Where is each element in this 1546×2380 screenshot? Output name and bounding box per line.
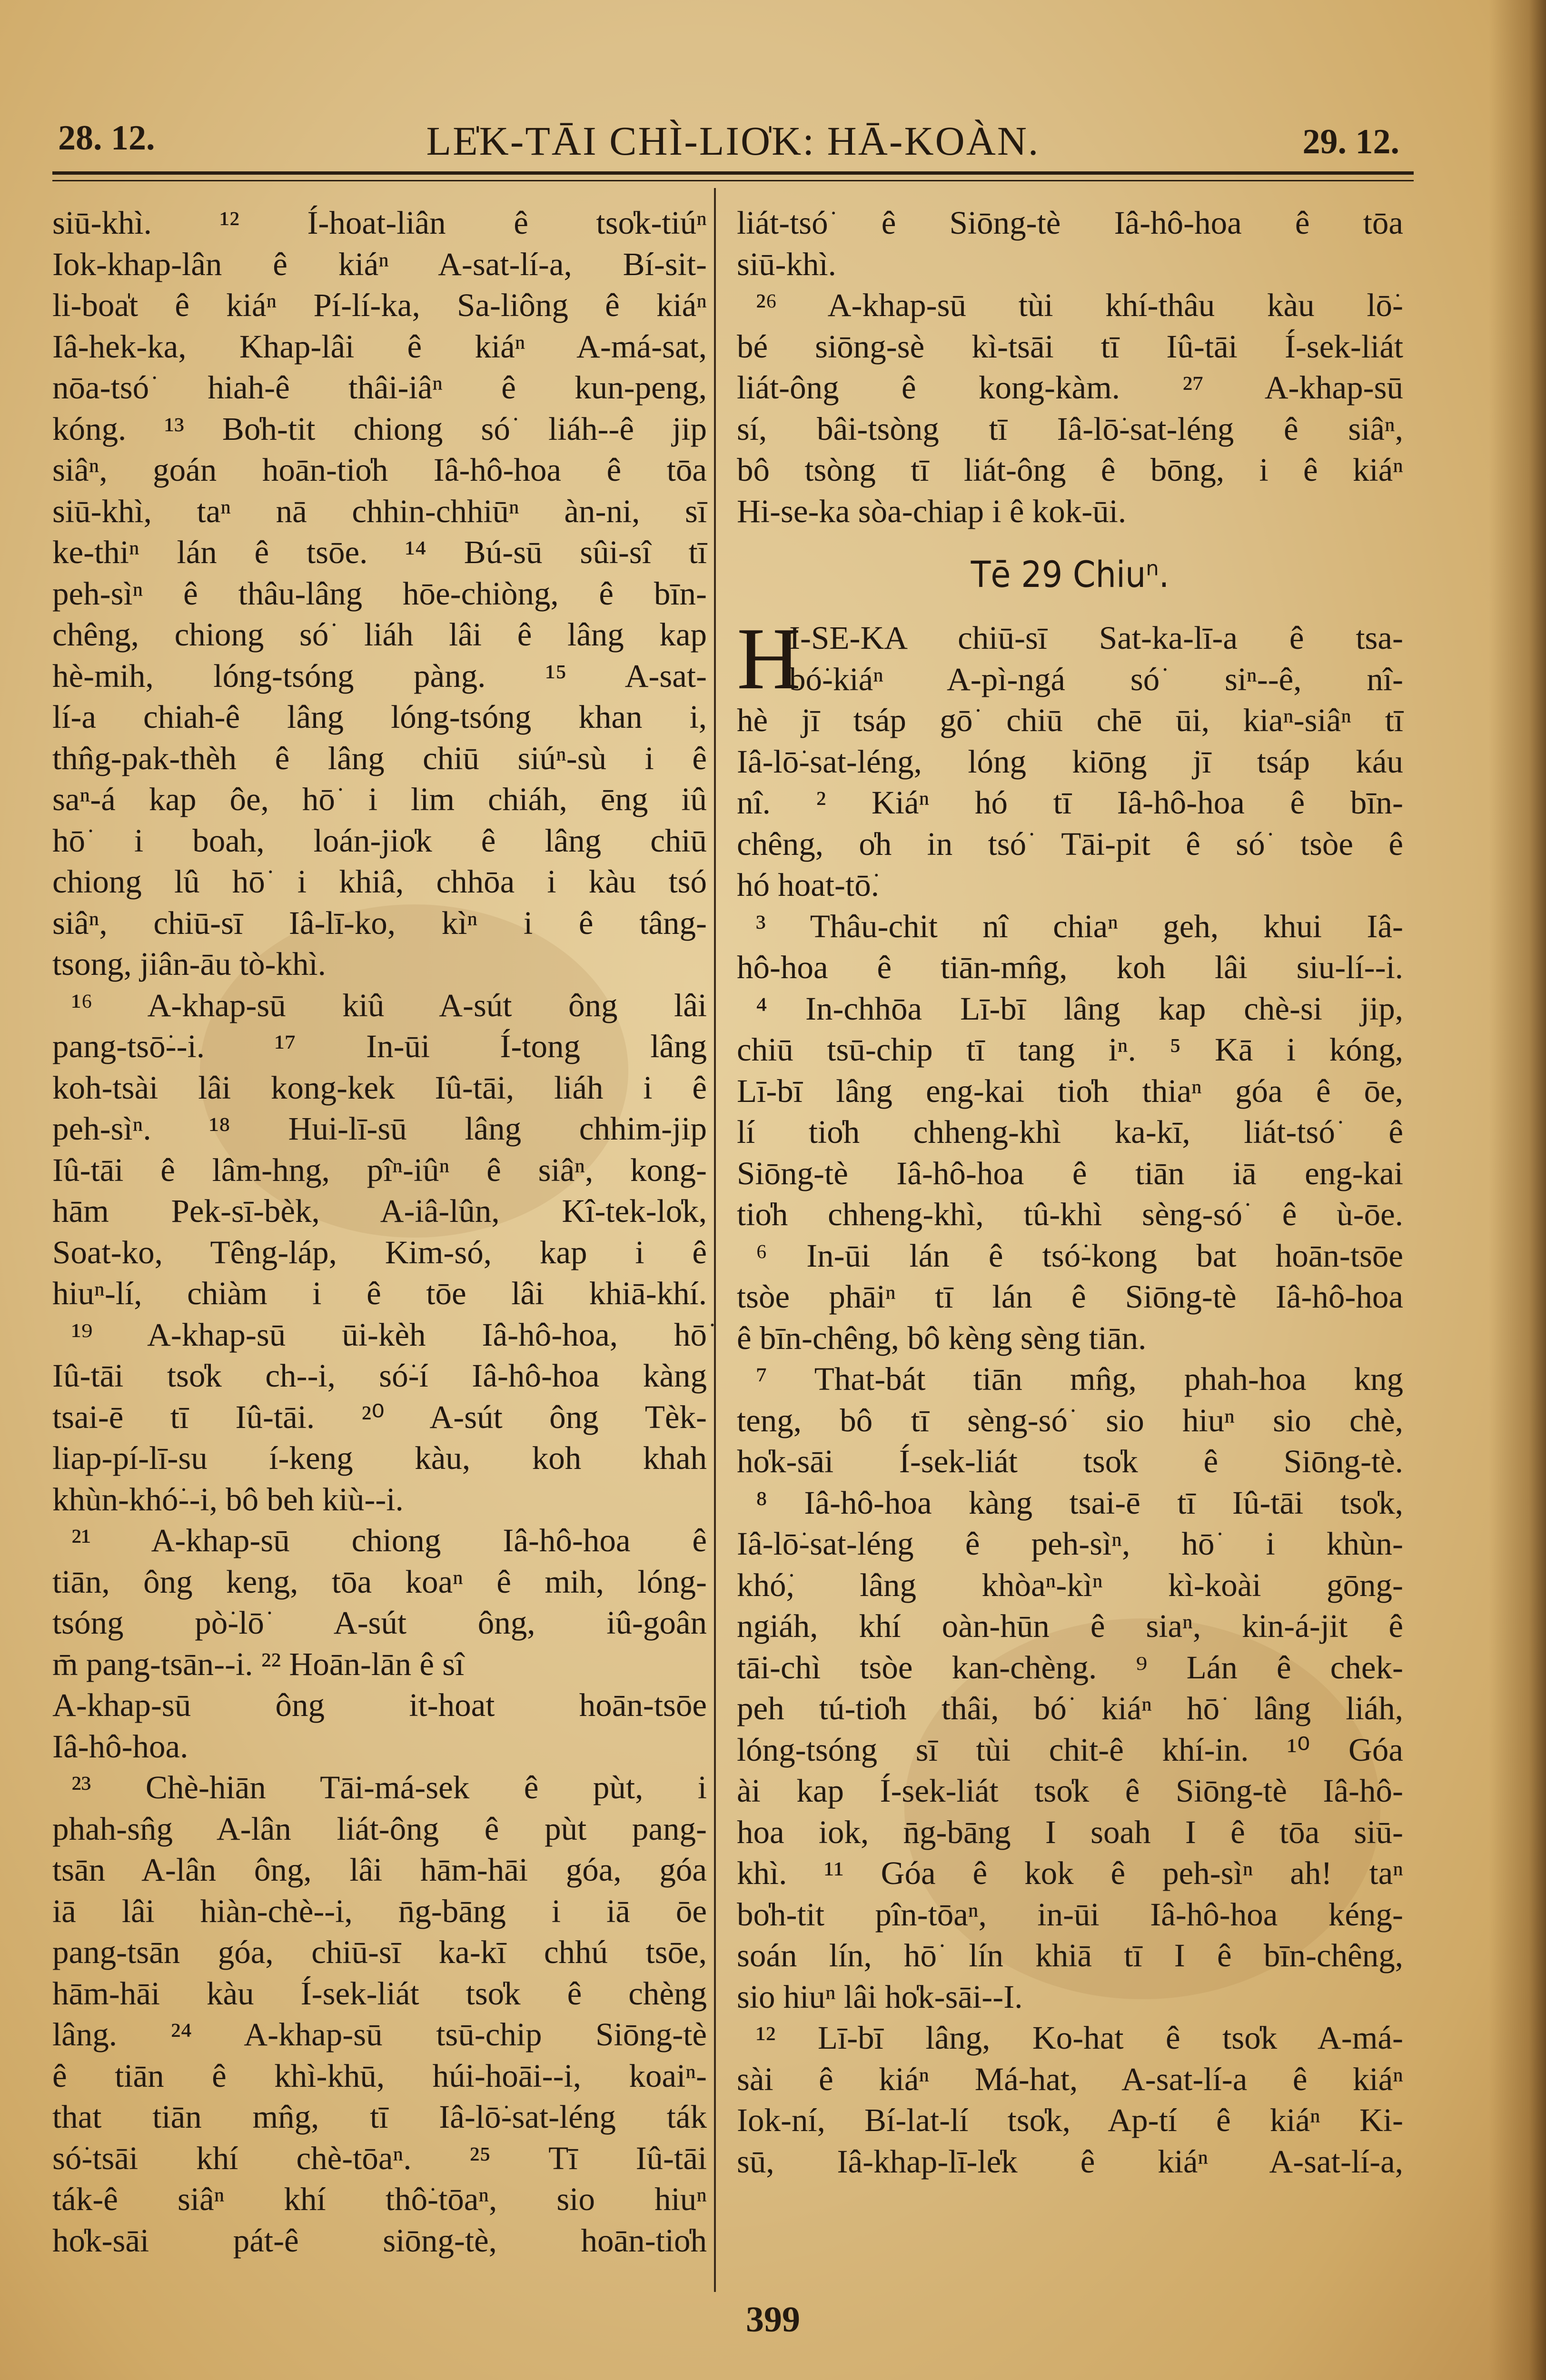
- text-line: tsai-ē tī Iû-tāi. ²⁰ A-sút ông Tèk-: [52, 1398, 707, 1435]
- text-line: nî. ² Kiáⁿ hó tī Iâ-hô-hoa ê bīn-: [737, 784, 1403, 821]
- text-line: só͘-tsāi khí chè-tōaⁿ. ²⁵ Tī Iû-tāi: [52, 2140, 707, 2176]
- text-line: sài ê kiáⁿ Má-hat, A-sat-lí-a ê kiáⁿ: [737, 2061, 1403, 2097]
- text-line: siâⁿ, chiū-sī Iâ-lī-ko, kìⁿ i ê tâng-: [52, 904, 707, 941]
- text-line: sí, bâi-tsòng tī Iâ-lō͘-sat-léng ê siâⁿ,: [737, 410, 1403, 447]
- text-line: chêng, o̍h in tsó͘ Tāi-pit ê só͘ tsòe ê: [737, 825, 1403, 862]
- text-line: hoa iok, n̄g-bāng I soah I ê tōa siū-: [737, 1814, 1403, 1850]
- text-line: liát-ông ê kong-kàm. ²⁷ A-khap-sū: [737, 369, 1403, 406]
- column-divider: [714, 188, 716, 2292]
- text-line: sū, Iâ-khap-lī-le̍k ê kiáⁿ A-sat-lí-a,: [737, 2143, 1403, 2180]
- text-line: lí-a chiah-ê lâng lóng-tsóng khan i,: [52, 699, 707, 735]
- text-line: ke-thiⁿ lán ê tsōe. ¹⁴ Bú-sū sûi-sî tī: [52, 534, 707, 570]
- header-right-reference: 29. 12.: [1302, 122, 1399, 161]
- text-line: Iâ-hek-ka, Khap-lâi ê kiáⁿ A-má-sat,: [52, 328, 707, 365]
- text-line: hó hoat-tō͘.: [737, 867, 879, 903]
- text-line: liát-tsó͘ ê Siōng-tè Iâ-hô-hoa ê tōa: [737, 205, 1403, 241]
- text-line: sio hiuⁿ lâi ho̍k-sāi--I.: [737, 1978, 1023, 2015]
- text-line: chiū tsū-chip tī tang iⁿ. ⁵ Kā i kóng,: [737, 1031, 1403, 1068]
- text-line: saⁿ-á kap ôe, hō͘ i lim chiáh, ēng iû: [52, 781, 707, 817]
- text-line: lóng-tsóng sī tùi chit-ê khí-in. ¹⁰ Góa: [737, 1731, 1403, 1768]
- text-line: ⁸ Iâ-hô-hoa kàng tsai-ē tī Iû-tāi tso̍k,: [756, 1484, 1403, 1521]
- text-line: Lī-bī lâng eng-kai tio̍h thiaⁿ góa ê ōe,: [737, 1072, 1403, 1109]
- text-line: ⁴ In-chhōa Lī-bī lâng kap chè-si jip,: [756, 990, 1403, 1027]
- text-line: ¹² Lī-bī lâng, Ko-hat ê tso̍k A-má-: [756, 2020, 1403, 2056]
- text-line: chêng, chiong só͘ liáh lâi ê lâng kap: [52, 616, 707, 653]
- text-line: iā lâi hiàn-chè--i, n̄g-bāng i iā ōe: [52, 1893, 707, 1929]
- text-line: bó͘-kiáⁿ A-pì-ngá só͘ siⁿ--ê, nî-: [789, 661, 1403, 697]
- header-left-reference: 28. 12.: [58, 119, 155, 158]
- text-line: hè jī tsáp gō͘ chiū chē ūi, kiaⁿ-siâⁿ tī: [737, 702, 1403, 738]
- text-line: Siōng-tè Iâ-hô-hoa ê tiān iā eng-kai: [737, 1155, 1403, 1191]
- text-line: lí tio̍h chheng-khì ka-kī, liát-tsó͘ ê: [737, 1114, 1403, 1150]
- text-line: hiuⁿ-lí, chiàm i ê tōe lâi khiā-khí.: [52, 1275, 707, 1311]
- text-line: ²⁶ A-khap-sū tùi khí-thâu kàu lō͘-: [756, 287, 1403, 323]
- text-line: hô-hoa ê tiān-mn̂g, koh lâi siu-lí--i.: [737, 949, 1403, 985]
- text-line: bô tsòng tī liát-ông ê bōng, i ê kiáⁿ: [737, 452, 1403, 488]
- text-line: khì. ¹¹ Góa ê kok ê peh-sìⁿ ah! taⁿ: [737, 1855, 1403, 1891]
- text-line: ³ Thâu-chit nî chiaⁿ geh, khui Iâ-: [756, 908, 1403, 944]
- text-line: thn̂g-pak-thèh ê lâng chiū siúⁿ-sù i ê: [52, 740, 707, 776]
- text-line: ták-ê siâⁿ khí thô͘-tōaⁿ, sio hiuⁿ: [52, 2181, 707, 2217]
- text-line: tiān, ông keng, tōa koaⁿ ê mih, lóng-: [52, 1563, 707, 1600]
- text-line: tāi-chì tsòe kan-chèng. ⁹ Lán ê chek-: [737, 1649, 1403, 1686]
- text-line: chiong lû hō͘ i khiâ, chhōa i kàu tsó: [52, 863, 707, 900]
- text-line: ho̍k-sāi Í-sek-liát tso̍k ê Siōng-tè.: [737, 1443, 1403, 1479]
- text-line: Iâ-lō͘-sat-léng, lóng kiōng jī tsáp káu: [737, 743, 1403, 780]
- text-line: hè-mih, lóng-tsóng pàng. ¹⁵ A-sat-: [52, 657, 707, 694]
- text-line: tsòe phāiⁿ tī lán ê Siōng-tè Iâ-hô-hoa: [737, 1279, 1403, 1315]
- text-line: koh-tsài lâi kong-kek Iû-tāi, liáh i ê: [52, 1069, 707, 1106]
- text-line: siū-khì, taⁿ nā chhin-chhiūⁿ àn-ni, sī: [52, 493, 707, 529]
- text-line: peh tú-tio̍h thâi, bó͘ kiáⁿ hō͘ lâng liáh,: [737, 1690, 1403, 1726]
- text-line: hām Pek-sī-bèk, A-iâ-lûn, Kî-tek-lo̍k,: [52, 1193, 707, 1229]
- text-line: siū-khì.: [737, 246, 836, 282]
- text-line: teng, bô tī sèng-só͘ sio hiuⁿ sio chè,: [737, 1402, 1403, 1438]
- text-line: Iû-tāi tso̍k ch--i, só͘-í Iâ-hô-hoa kàng: [52, 1358, 707, 1394]
- text-line: hām-hāi kàu Í-sek-liát tso̍k ê chèng: [52, 1975, 707, 2012]
- text-line: bo̍h-tit pîn-tōaⁿ, in-ūi Iâ-hô-hoa kéng-: [737, 1896, 1403, 1933]
- text-line: hō͘ i boah, loán-jio̍k ê lâng chiū: [52, 822, 707, 859]
- text-line: Iok-ní, Bí-lat-lí tso̍k, Ap-tí ê kiáⁿ Ki-: [737, 2102, 1403, 2138]
- text-line: bé siōng-sè kì-tsāi tī Iû-tāi Í-sek-liát: [737, 328, 1403, 365]
- page-edge-shadow: [1489, 0, 1546, 2380]
- text-line: Iâ-lō͘-sat-léng ê peh-sìⁿ, hō͘ i khùn-: [737, 1526, 1403, 1562]
- text-line: ê tiān ê khì-khū, húi-hoāi--i, koaiⁿ-: [52, 2057, 707, 2094]
- text-line: ài kap Í-sek-liát tso̍k ê Siōng-tè Iâ-hô-: [737, 1773, 1403, 1809]
- text-line: tsān A-lân ông, lâi hām-hāi góa, góa: [52, 1852, 707, 1888]
- text-line: kóng. ¹³ Bo̍h-tit chiong só͘ liáh--ê jip: [52, 410, 707, 447]
- header-rule: [52, 171, 1414, 175]
- text-line: tsong, jiân-āu tò-khì.: [52, 946, 326, 982]
- text-line: soán lín, hō͘ lín khiā tī I ê bīn-chêng,: [737, 1937, 1403, 1973]
- chapter-opening: [737, 610, 1403, 708]
- text-line: Iû-tāi ê lâm-hng, pîⁿ-iûⁿ ê siâⁿ, kong-: [52, 1151, 707, 1188]
- text-line: ²³ Chè-hiān Tāi-má-sek ê pùt, i: [71, 1769, 707, 1805]
- running-header: [52, 113, 1414, 170]
- text-line: that tiān mn̂g, tī Iâ-lō͘-sat-léng ták: [52, 2099, 707, 2135]
- text-line: Hi-se-ka sòa-chiap i ê kok-ūi.: [737, 493, 1127, 529]
- text-line: A-khap-sū ông it-hoat hoān-tsōe: [52, 1687, 707, 1723]
- text-line: pang-tsān góa, chiū-sī ka-kī chhú tsōe,: [52, 1934, 707, 1970]
- text-line: liap-pí-lī-su í-keng kàu, koh khah: [52, 1440, 707, 1476]
- text-line: khùn-khó͘--i, bô beh kiù--i.: [52, 1481, 404, 1517]
- text-line: ho̍k-sāi pát-ê siōng-tè, hoān-tio̍h: [52, 2222, 707, 2259]
- text-line: siū-khì. ¹² Í-hoat-liân ê tso̍k-tiúⁿ: [52, 205, 707, 241]
- text-line: pang-tsō͘--i. ¹⁷ In-ūi Í-tong lâng: [52, 1028, 707, 1064]
- text-line: peh-sìⁿ ê thâu-lâng hōe-chiòng, ê bīn-: [52, 575, 707, 612]
- text-line: ngiáh, khí oàn-hūn ê siaⁿ, kin-á-jit ê: [737, 1608, 1403, 1644]
- text-line: lâng. ²⁴ A-khap-sū tsū-chip Siōng-tè: [52, 2016, 707, 2053]
- text-line: ê bīn-chêng, bô kèng sèng tiān.: [737, 1319, 1147, 1356]
- text-line: Iâ-hô-hoa.: [52, 1728, 188, 1765]
- text-line: tio̍h chheng-khì, tû-khì sèng-só͘ ê ù-ōe.: [737, 1196, 1403, 1232]
- text-line: tsóng pò͘-lō͘ A-sút ông, iû-goân: [52, 1605, 707, 1641]
- text-line: I-SE-KA chiū-sī Sat-ka-lī-a ê tsa-: [789, 620, 1403, 656]
- text-line: Soat-ko, Têng-láp, Kim-só, kap i ê: [52, 1234, 707, 1270]
- header-rule: [52, 180, 1414, 181]
- header-book-title: LE̍K-TĀI CHÌ-LIO̍K: HĀ-KOÀN.: [426, 118, 1040, 164]
- text-line: peh-sìⁿ. ¹⁸ Hui-lī-sū lâng chhim-jip: [52, 1111, 707, 1147]
- text-line: li-boa̍t ê kiáⁿ Pí-lí-ka, Sa-liông ê kiáⁿ: [52, 287, 707, 323]
- text-line: siâⁿ, goán hoān-tio̍h Iâ-hô-hoa ê tōa: [52, 452, 707, 488]
- text-line: phah-sn̂g A-lân liát-ông ê pùt pang-: [52, 1810, 707, 1847]
- drop-cap: H: [737, 610, 801, 708]
- text-line: m̄ pang-tsān--i. ²² Hoān-lān ê sî: [52, 1646, 465, 1682]
- chapter-heading: Tē 29 Chiuⁿ.: [971, 553, 1169, 595]
- text-line: ²¹ A-khap-sū chiong Iâ-hô-hoa ê: [71, 1522, 707, 1558]
- text-line: Iok-khap-lân ê kiáⁿ A-sat-lí-a, Bí-sit-: [52, 246, 707, 282]
- text-line: ¹⁶ A-khap-sū kiû A-sút ông lâi: [71, 987, 707, 1023]
- left-text-column: [52, 202, 707, 2261]
- text-line: nōa-tsó͘ hiah-ê thâi-iâⁿ ê kun-peng,: [52, 369, 707, 406]
- page-number: 399: [746, 2300, 800, 2340]
- text-line: khó͘, lâng khòaⁿ-kìⁿ kì-koài gōng-: [737, 1567, 1403, 1603]
- text-line: ¹⁹ A-khap-sū ūi-kèh Iâ-hô-hoa, hō͘: [71, 1316, 707, 1353]
- right-text-column: [737, 202, 1403, 2182]
- text-line: ⁶ In-ūi lán ê tsó͘-kong bat hoān-tsōe: [756, 1237, 1403, 1274]
- text-line: ⁷ That-bát tiān mn̂g, phah-hoa kng: [756, 1361, 1403, 1397]
